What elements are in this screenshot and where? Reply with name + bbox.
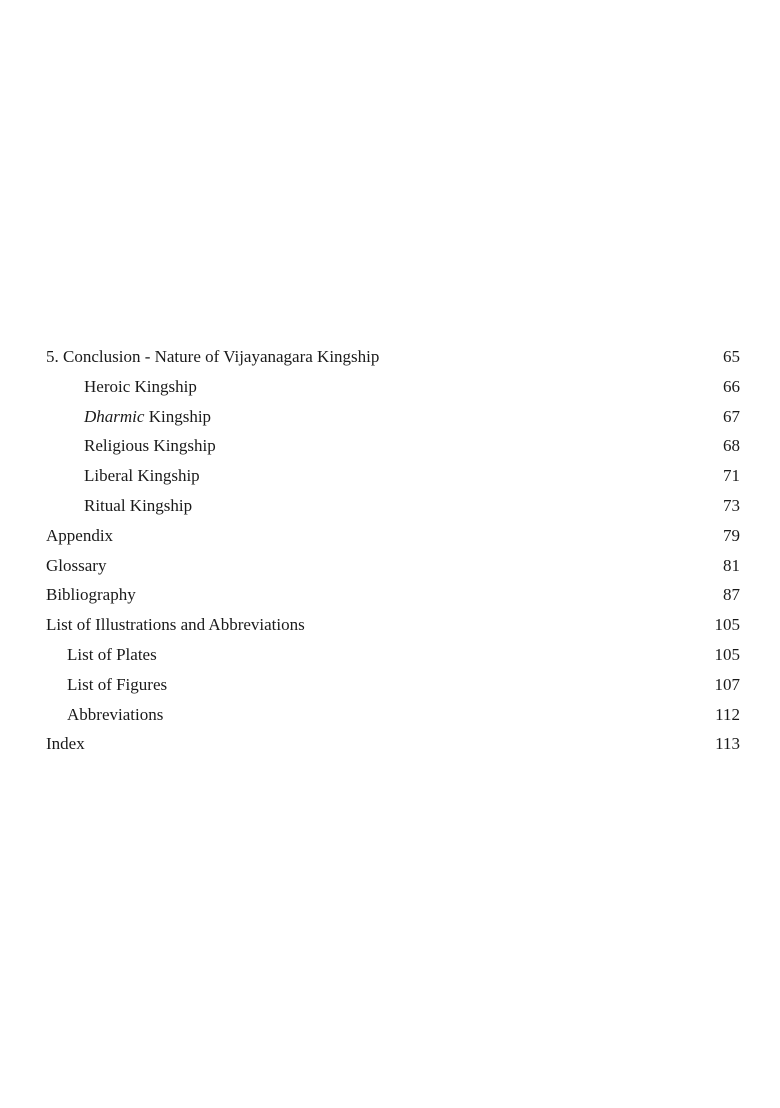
toc-entry-title: List of Figures xyxy=(67,674,168,694)
toc-entry-page: 65 xyxy=(723,347,740,366)
toc-entry-list-of-figures xyxy=(0,670,780,700)
toc-entry-heroic-kingship xyxy=(0,372,780,402)
toc-entry-page: 87 xyxy=(723,585,740,605)
toc-entry-title: Index xyxy=(46,734,85,754)
toc-entry-page: 73 xyxy=(723,495,740,515)
toc-entry-title: Abbreviations xyxy=(67,704,164,724)
toc-entry-title: Liberal Kingship xyxy=(84,466,200,486)
toc-entry-index xyxy=(0,729,780,759)
toc-entry-title-italic: Dharmic xyxy=(84,406,145,426)
toc-entry-page: 112 xyxy=(715,704,740,724)
toc-entry-glossary xyxy=(0,551,780,581)
toc-entry-title: Appendix xyxy=(46,525,114,545)
toc-entry-page: 67 xyxy=(723,406,740,426)
toc-entry-list-of-plates xyxy=(0,640,780,670)
toc-entry-title: List of Plates xyxy=(67,644,157,664)
toc-entry-title: 5. Conclusion - Nature of Vijayanagara Kingship xyxy=(46,347,380,366)
toc-entry-title-rest: Kingship xyxy=(144,406,212,426)
toc-entry-page: 105 xyxy=(714,615,740,635)
toc-entry-title xyxy=(84,402,211,432)
toc-entry-religious-kingship xyxy=(0,431,780,461)
toc-entry-title: Religious Kingship xyxy=(84,436,216,456)
toc-entry-title: Glossary xyxy=(46,555,107,575)
toc-entry-title: Heroic Kingship xyxy=(84,376,197,396)
toc-entry-title: Bibliography xyxy=(46,585,136,605)
toc-entry-title: List of Illustrations and Abbreviations xyxy=(46,615,305,635)
table-of-contents xyxy=(0,342,780,759)
toc-entry-page: 105 xyxy=(714,644,740,664)
toc-entry-page: 113 xyxy=(715,734,740,754)
toc-entry-page: 68 xyxy=(723,436,740,456)
toc-entry-page: 107 xyxy=(714,674,740,694)
toc-entry-page: 66 xyxy=(723,376,740,396)
toc-entry-abbreviations xyxy=(0,700,780,730)
toc-entry-dharmic-kingship xyxy=(0,402,780,432)
toc-entry-liberal-kingship xyxy=(0,461,780,491)
toc-entry-conclusion xyxy=(0,342,780,372)
toc-entry-bibliography xyxy=(0,580,780,610)
toc-entry-page: 81 xyxy=(723,555,740,575)
toc-entry-appendix xyxy=(0,521,780,551)
toc-entry-ritual-kingship xyxy=(0,491,780,521)
toc-entry-page: 79 xyxy=(723,525,740,545)
toc-entry-page: 71 xyxy=(723,466,740,486)
toc-entry-list-of-illustrations xyxy=(0,610,780,640)
toc-entry-title: Ritual Kingship xyxy=(84,495,193,515)
